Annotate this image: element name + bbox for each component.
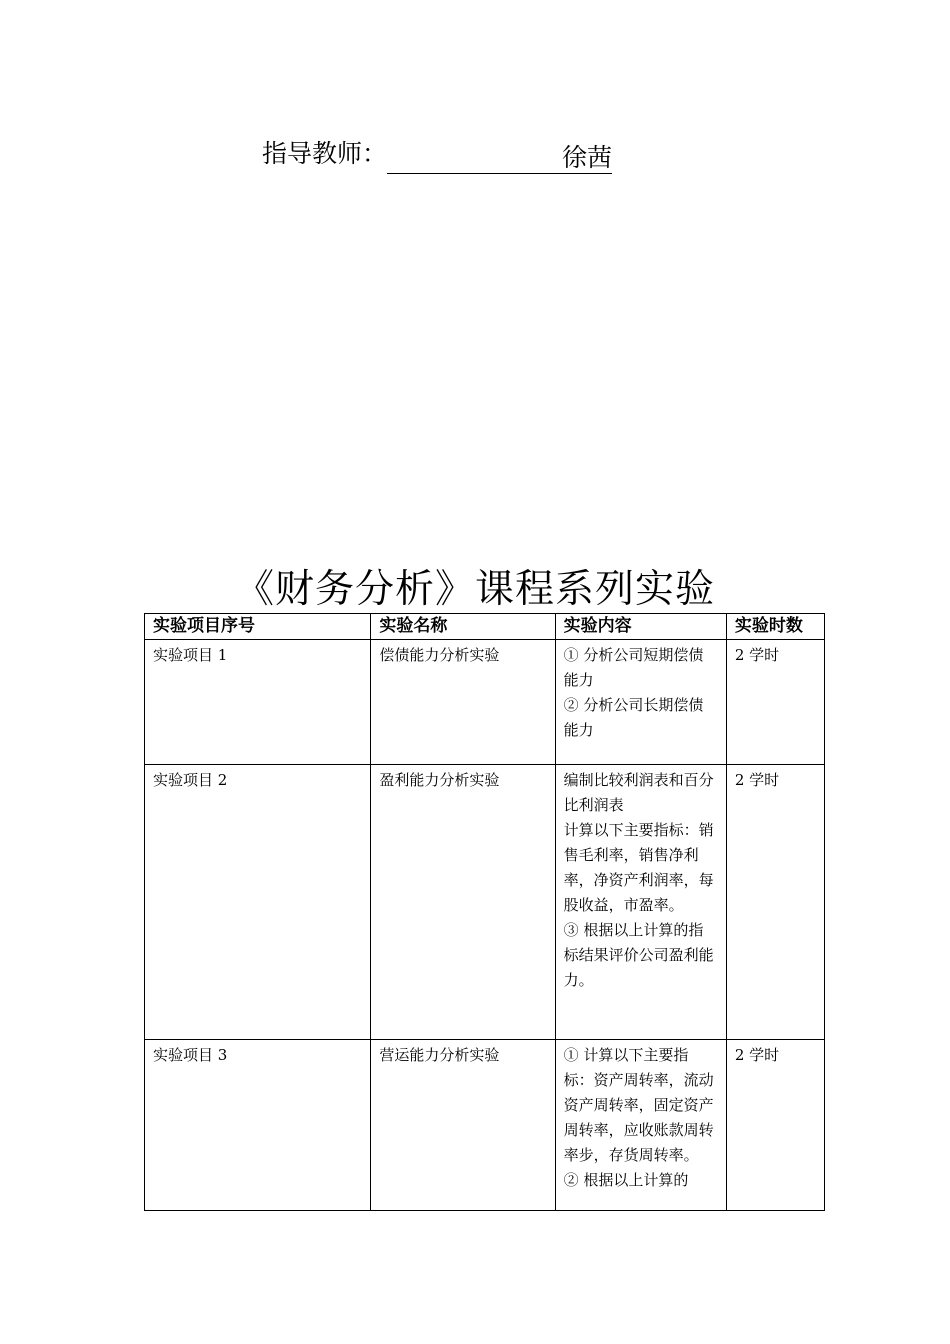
table-row — [145, 765, 825, 1040]
content-line: ③ 根据以上计算的指标结果评价公司盈利能力。 — [563, 921, 714, 989]
advisor-label: 指导教师： — [262, 139, 388, 168]
table-row — [145, 640, 825, 765]
advisor-line — [262, 134, 612, 174]
cell-content — [555, 765, 726, 1040]
content-line: 编制比较利润表和百分比利润表 — [563, 771, 714, 814]
advisor-name: 徐茜 — [562, 143, 613, 172]
header-cell-hours: 实验时数 — [726, 614, 824, 640]
table-row — [145, 1040, 825, 1211]
header-cell-id: 实验项目序号 — [145, 614, 371, 640]
cell-hours: 2 学时 — [726, 765, 824, 1040]
header-cell-name: 实验名称 — [371, 614, 555, 640]
cell-id: 实验项目 3 — [145, 1040, 371, 1211]
cell-id: 实验项目 2 — [145, 765, 371, 1040]
cell-name: 偿债能力分析实验 — [371, 640, 555, 765]
table-header-row — [145, 614, 825, 640]
content-line: ② 根据以上计算的 — [563, 1171, 689, 1189]
cell-name: 盈利能力分析实验 — [371, 765, 555, 1040]
content-line: ① 分析公司短期偿债能力 — [563, 646, 704, 689]
content-line: ② 分析公司长期偿债能力 — [563, 696, 704, 739]
cell-content — [555, 1040, 726, 1211]
content-line: ① 计算以下主要指标：资产周转率，流动资产周转率，固定资产周转率，应收账款周转率步，存货周转率。 — [563, 1046, 714, 1164]
cell-name: 营运能力分析实验 — [371, 1040, 555, 1211]
document-title: 《财务分析》课程系列实验 — [234, 567, 715, 612]
header-cell-content: 实验内容 — [555, 614, 726, 640]
cell-hours: 2 学时 — [726, 640, 824, 765]
experiments-table — [144, 613, 825, 1211]
cell-content — [555, 640, 726, 765]
cell-hours: 2 学时 — [726, 1040, 824, 1211]
cell-id: 实验项目 1 — [145, 640, 371, 765]
content-line: 计算以下主要指标：销售毛利率，销售净利率，净资产利润率，每股收益，市盈率。 — [563, 821, 714, 914]
advisor-blank-underline — [387, 143, 562, 174]
